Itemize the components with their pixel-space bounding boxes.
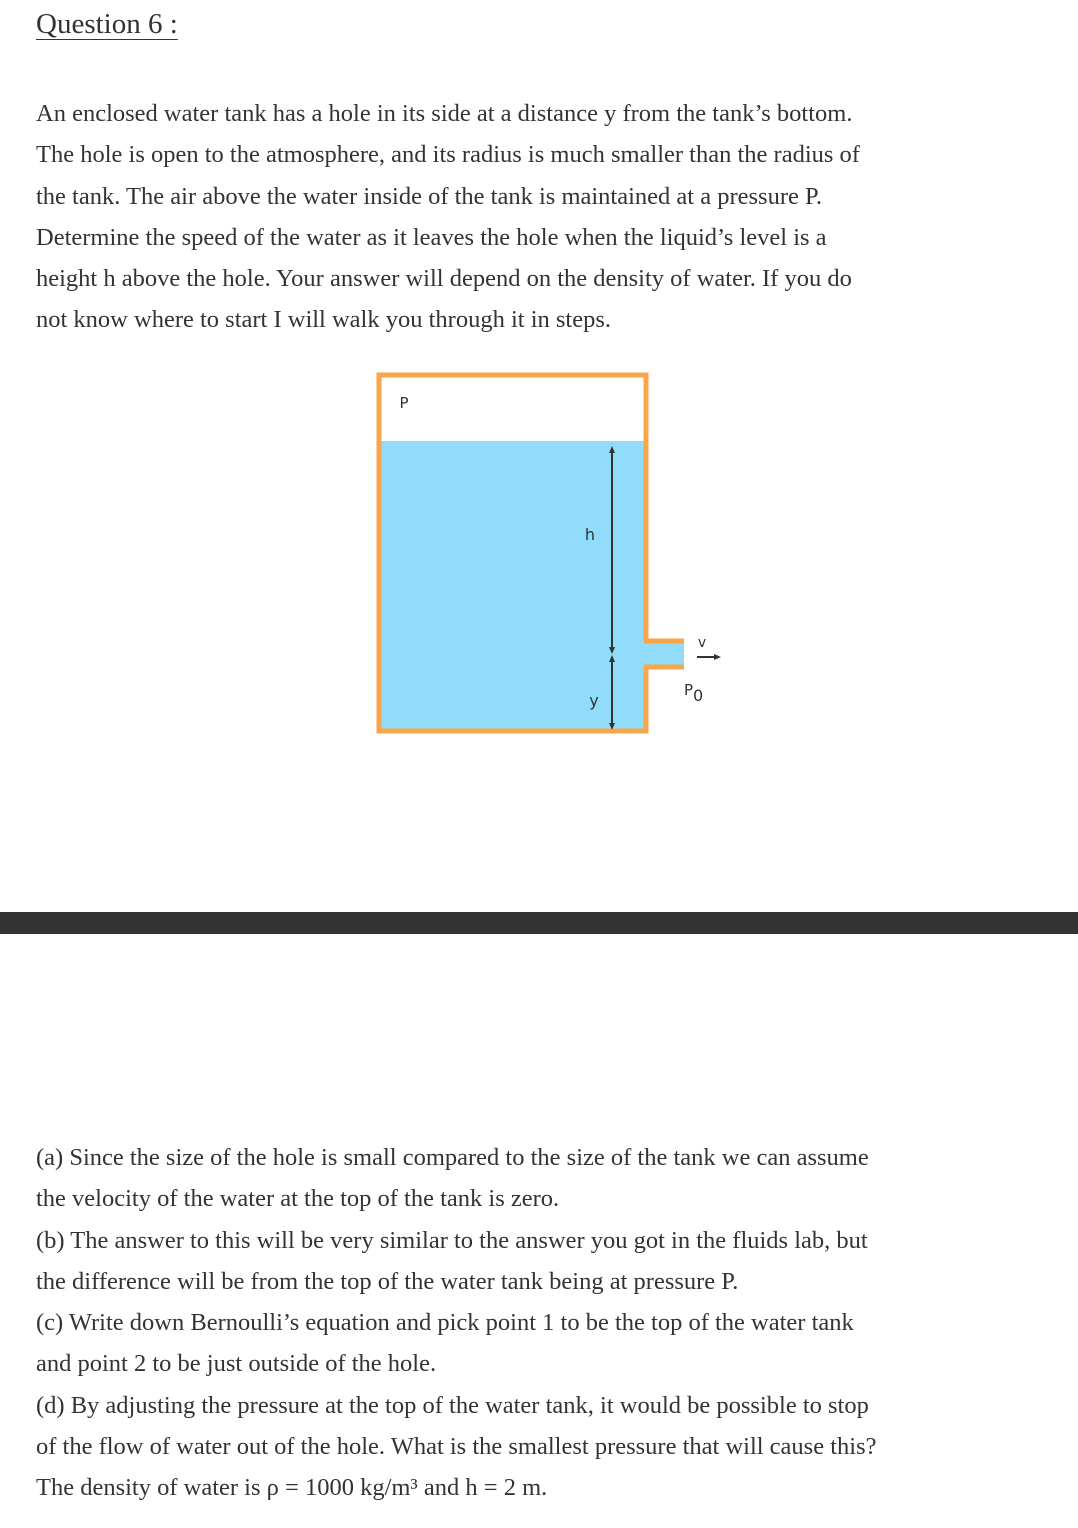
- section-divider: [0, 912, 1078, 934]
- hole-height-label: y: [589, 691, 599, 710]
- text-line: height h above the hole. Your answer will depend on the density of water. If you do: [36, 265, 852, 293]
- water-tank-diagram: [370, 366, 730, 738]
- problem-statement: [36, 93, 1046, 341]
- spout-water: [646, 641, 684, 667]
- outside-pressure-symbol: P: [684, 681, 694, 699]
- velocity-label: v: [697, 635, 707, 651]
- water-fill: [379, 441, 646, 731]
- text-line: the tank. The air above the water inside of the tank is maintained at a pressure P.: [36, 182, 823, 210]
- hint-steps: [36, 1137, 1046, 1509]
- text-line: and point 2 to be just outside of the hole.: [36, 1350, 437, 1378]
- text-line: Determine the speed of the water as it leaves the hole when the liquid’s level is a: [36, 223, 827, 251]
- text-line: the difference will be from the top of the water tank being at pressure P.: [36, 1267, 739, 1295]
- text-line: The hole is open to the atmosphere, and its radius is much smaller than the radius of: [36, 141, 860, 169]
- text-line: the velocity of the water at the top of the tank is zero.: [36, 1185, 560, 1213]
- text-line: An enclosed water tank has a hole in its side at a distance y from the tank’s bottom.: [36, 100, 853, 127]
- question-title: Question 6 :: [36, 8, 178, 40]
- text-line: The density of water is ρ = 1000 kg/m³ and h = 2 m.: [36, 1474, 548, 1502]
- text-line: (c) Write down Bernoulli’s equation and pick point 1 to be the top of the water tank: [36, 1309, 854, 1337]
- outside-pressure-label: [684, 681, 703, 705]
- pressure-label: P: [399, 394, 409, 412]
- text-line: (b) The answer to this will be very similar to the answer you got in the fluids lab, but: [36, 1226, 868, 1254]
- text-line: not know where to start I will walk you through it in steps.: [36, 306, 611, 334]
- text-line: of the flow of water out of the hole. What is the smallest pressure that will cause this?: [36, 1433, 877, 1461]
- text-line: (d) By adjusting the pressure at the top of the water tank, it would be possible to stop: [36, 1391, 869, 1419]
- text-line: (a) Since the size of the hole is small compared to the size of the tank we can assume: [36, 1144, 869, 1171]
- outside-pressure-subscript: 0: [693, 686, 704, 705]
- height-label: h: [584, 525, 596, 544]
